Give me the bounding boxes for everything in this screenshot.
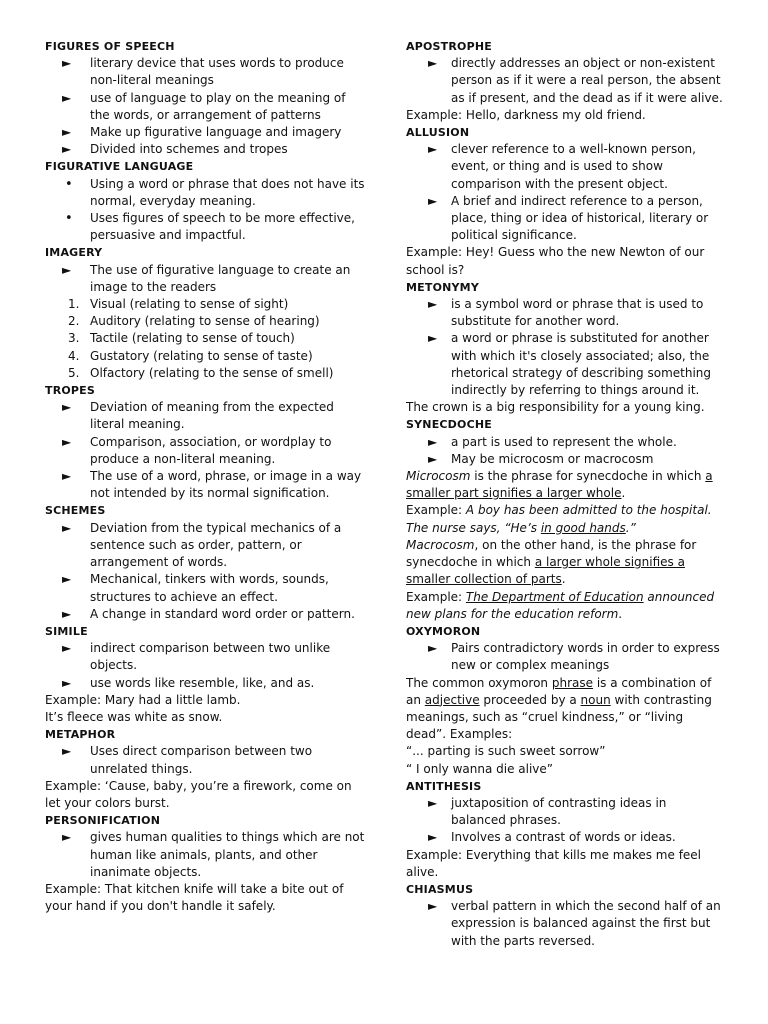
apostrophe-text: Example: Hello, darkness my old friend. <box>406 107 646 122</box>
simile-text: Example: Mary had a little lamb. <box>45 692 241 707</box>
section-heading-metonymy: METONYMY <box>406 280 479 294</box>
underlined-phrase: adjective <box>424 692 480 707</box>
arrow-bullet-icon: ► <box>428 899 438 914</box>
arrow-list-item <box>45 675 365 692</box>
list-item-text: Tactile (relating to sense of touch) <box>90 331 295 346</box>
arrow-list-item <box>45 520 365 572</box>
section-heading-antithesis: ANTITHESIS <box>406 779 482 793</box>
list-item-text: May be microcosm or macrocosm <box>451 451 654 466</box>
synecdoche-text <box>406 589 724 623</box>
section-heading-synecdoche: SYNECDOCHE <box>406 418 492 432</box>
arrow-bullet-icon: ► <box>62 400 72 415</box>
arrow-list-item <box>406 296 724 330</box>
list-item-text: indirect comparison between two unlike objects. <box>90 641 331 673</box>
list-number: 1. <box>68 297 80 312</box>
arrow-list-item <box>406 330 724 399</box>
text-run: proceeded by a <box>479 692 581 707</box>
list-item-text: clever reference to a well-known person, event, or thing and is used to show comparison with the present object. <box>451 142 696 191</box>
list-item-text: A brief and indirect reference to a person, place, thing or idea of historical, literary or political significance. <box>451 193 709 243</box>
arrow-bullet-icon: ► <box>428 331 438 346</box>
arrow-bullet-icon: ► <box>428 193 438 208</box>
arrow-bullet-icon: ► <box>62 744 72 759</box>
arrow-list-item <box>45 640 365 674</box>
text-run: is the phrase for synecdoche in which <box>470 469 706 484</box>
section-heading-simile: SIMILE <box>45 624 88 638</box>
numbered-list-item <box>45 313 365 330</box>
metaphor-text: Example: ‘Cause, baby, you’re a firework, come on let your colors burst. <box>45 778 352 810</box>
arrow-bullet-icon: ► <box>428 795 438 810</box>
text-run: . <box>618 606 623 621</box>
arrow-list-item <box>406 898 724 950</box>
list-item-text: directly addresses an object or non-existent person as if it were a real person, the absent as if present, and the dead as if it were alive. <box>451 56 723 105</box>
bullet-icon: • <box>65 211 73 227</box>
arrow-list-item <box>45 571 365 605</box>
numbered-list-item <box>45 348 365 365</box>
right-column <box>406 38 724 950</box>
arrow-list-item <box>45 606 365 623</box>
arrow-list-item <box>406 141 724 193</box>
arrow-bullet-icon: ► <box>62 830 72 845</box>
arrow-list-item <box>406 640 724 674</box>
list-item-text: Make up figurative language and imagery <box>90 125 342 140</box>
list-item-text: use words like resemble, like, and as. <box>90 675 315 690</box>
arrow-list-item <box>406 434 724 451</box>
list-number: 3. <box>68 331 80 346</box>
underlined-phrase: phrase <box>551 675 594 690</box>
arrow-list-item <box>45 743 365 777</box>
list-item-text: a part is used to represent the whole. <box>451 434 677 449</box>
section-heading-schemes: SCHEMES <box>45 504 106 518</box>
list-item-text: Uses figures of speech to be more effective, persuasive and impactful. <box>90 211 355 243</box>
list-item-text: verbal pattern in which the second half of an expression is balanced against the first but with the parts reversed. <box>451 899 721 948</box>
section-heading-figurative-language: FIGURATIVE LANGUAGE <box>45 160 194 174</box>
numbered-list-item <box>45 330 365 347</box>
list-item-text: gives human qualities to things which are not human like animals, plants, and other inanimate objects. <box>90 830 365 879</box>
arrow-bullet-icon: ► <box>62 142 72 157</box>
section-heading-oxymoron: OXYMORON <box>406 624 481 638</box>
italic-phrase: Macrocosm <box>406 537 475 552</box>
list-item-text: Uses direct comparison between two unrelated things. <box>90 744 313 776</box>
list-number: 2. <box>68 314 80 329</box>
left-column <box>45 38 365 915</box>
list-item-text: Involves a contrast of words or ideas. <box>451 830 676 845</box>
list-item-text: Using a word or phrase that does not have its normal, everyday meaning. <box>90 176 365 208</box>
text-run: , on the other hand, is the phrase for synecdoche in which <box>406 537 697 570</box>
arrow-bullet-icon: ► <box>62 56 72 71</box>
section-heading-figures-of-speech: FIGURES OF SPEECH <box>45 40 175 53</box>
section-heading-imagery: IMAGERY <box>45 246 103 260</box>
list-item-text: juxtaposition of contrasting ideas in balanced phrases. <box>451 795 667 828</box>
arrow-bullet-icon: ► <box>428 451 438 466</box>
arrow-list-item <box>45 468 365 502</box>
list-item-text: Auditory (relating to sense of hearing) <box>90 314 320 329</box>
list-item-text: The use of a word, phrase, or image in a way not intended by its normal signification. <box>90 469 362 501</box>
arrow-list-item <box>45 141 365 158</box>
metonymy-text: The crown is a big responsibility for a young king. <box>406 400 705 415</box>
oxymoron-text: “ I only wanna die alive” <box>406 761 553 776</box>
arrow-list-item <box>406 451 724 468</box>
personification-text: Example: That kitchen knife will take a bite out of your hand if you don't handle it safely. <box>45 881 344 914</box>
allusion-text: Example: Hey! Guess who the new Newton of our school is? <box>406 245 705 277</box>
arrow-bullet-icon: ► <box>62 125 72 140</box>
arrow-list-item <box>406 55 724 107</box>
arrow-list-item <box>45 124 365 141</box>
arrow-list-item <box>406 193 724 245</box>
synecdoche-text <box>406 537 724 589</box>
synecdoche-text <box>406 468 724 502</box>
list-item-text: Gustatory (relating to sense of taste) <box>90 348 313 363</box>
underlined-phrase: in good hands <box>540 520 626 535</box>
arrow-bullet-icon: ► <box>428 830 438 845</box>
arrow-list-item <box>45 434 365 468</box>
arrow-list-item <box>406 829 724 846</box>
underlined-phrase: The Department of Education <box>465 589 644 604</box>
section-heading-metaphor: METAPHOR <box>45 728 116 742</box>
arrow-bullet-icon: ► <box>428 641 438 656</box>
section-heading-personification: PERSONIFICATION <box>45 814 161 828</box>
arrow-list-item <box>45 262 365 296</box>
bullet-icon: • <box>65 176 73 192</box>
arrow-bullet-icon: ► <box>428 142 438 157</box>
arrow-bullet-icon: ► <box>62 606 72 621</box>
arrow-list-item <box>45 55 365 89</box>
arrow-list-item <box>45 399 365 433</box>
arrow-list-item <box>45 90 365 124</box>
arrow-bullet-icon: ► <box>428 297 438 312</box>
text-run: . <box>621 486 626 501</box>
underlined-phrase: noun <box>580 692 611 707</box>
section-heading-apostrophe: APOSTROPHE <box>406 40 492 53</box>
list-item-text: The use of figurative language to create an image to the readers <box>90 262 351 294</box>
list-item-text: use of language to play on the meaning of the words, or arrangement of patterns <box>90 90 346 122</box>
underlined-phrase: a larger whole signifies a smaller collection of parts <box>406 555 685 587</box>
arrow-bullet-icon: ► <box>62 262 72 277</box>
arrow-bullet-icon: ► <box>62 520 72 535</box>
list-item-text: Visual (relating to sense of sight) <box>90 297 289 312</box>
list-item-text: Pairs contradictory words in order to express new or complex meanings <box>451 641 720 673</box>
numbered-list-item <box>45 365 365 382</box>
list-item-text: is a symbol word or phrase that is used to substitute for another word. <box>451 297 704 329</box>
arrow-bullet-icon: ► <box>62 572 72 587</box>
list-item-text: literary device that uses words to produce non-literal meanings <box>90 56 344 88</box>
arrow-list-item <box>406 795 724 829</box>
list-number: 5. <box>68 365 80 380</box>
italic-phrase: A boy has been admitted to the hospital. The nurse says, “He’s <box>406 503 712 535</box>
arrow-bullet-icon: ► <box>62 434 72 449</box>
arrow-list-item <box>45 829 365 881</box>
text-run: Example: <box>406 589 466 604</box>
underlined-phrase: a smaller part signifies a larger whole <box>406 469 713 501</box>
text-run: is a combination of an <box>406 675 712 707</box>
arrow-bullet-icon: ► <box>428 434 438 449</box>
antithesis-text: Example: Everything that kills me makes me feel alive. <box>406 847 702 879</box>
list-item-text: Comparison, association, or wordplay to produce a non-literal meaning. <box>90 434 332 466</box>
simile-text: It’s fleece was white as snow. <box>45 709 223 724</box>
section-heading-chiasmus: CHIASMUS <box>406 882 474 896</box>
italic-phrase: announced new plans for the education reform <box>406 589 715 621</box>
list-number: 4. <box>68 348 80 363</box>
list-item-text: a word or phrase is substituted for another with which it's closely associated; also, the rhetorical strategy of describing something indirectly by referring to things around it. <box>451 331 712 398</box>
oxymoron-text: “... parting is such sweet sorrow” <box>406 744 606 759</box>
list-item-text: Olfactory (relating to the sense of smell) <box>90 365 334 380</box>
italic-phrase: .” <box>625 520 636 535</box>
list-item-text: Deviation of meaning from the expected literal meaning. <box>90 400 334 432</box>
text-run: . <box>561 572 566 587</box>
arrow-bullet-icon: ► <box>62 675 72 690</box>
numbered-list-item <box>45 296 365 313</box>
text-run: Example: <box>406 503 466 518</box>
section-heading-allusion: ALLUSION <box>406 126 470 140</box>
italic-phrase: Microcosm <box>406 469 471 484</box>
arrow-bullet-icon: ► <box>62 641 72 656</box>
list-item-text: Mechanical, tinkers with words, sounds, structures to achieve an effect. <box>90 572 329 604</box>
list-item-text: Deviation from the typical mechanics of a sentence such as order, pattern, or arrangement of words. <box>90 520 342 570</box>
bullet-list-item <box>45 176 365 210</box>
synecdoche-text <box>406 502 724 536</box>
arrow-bullet-icon: ► <box>62 469 72 484</box>
text-run: with contrasting meanings, such as “cruel kindness,” or “living dead”. Examples: <box>406 692 712 742</box>
bullet-list-item <box>45 210 365 244</box>
text-run: The common oxymoron <box>406 675 552 690</box>
list-item-text: Divided into schemes and tropes <box>90 142 288 157</box>
section-heading-tropes: TROPES <box>45 384 96 398</box>
arrow-bullet-icon: ► <box>62 90 72 105</box>
arrow-bullet-icon: ► <box>428 56 438 71</box>
list-item-text: A change in standard word order or pattern. <box>90 606 355 621</box>
oxymoron-text <box>406 675 724 744</box>
